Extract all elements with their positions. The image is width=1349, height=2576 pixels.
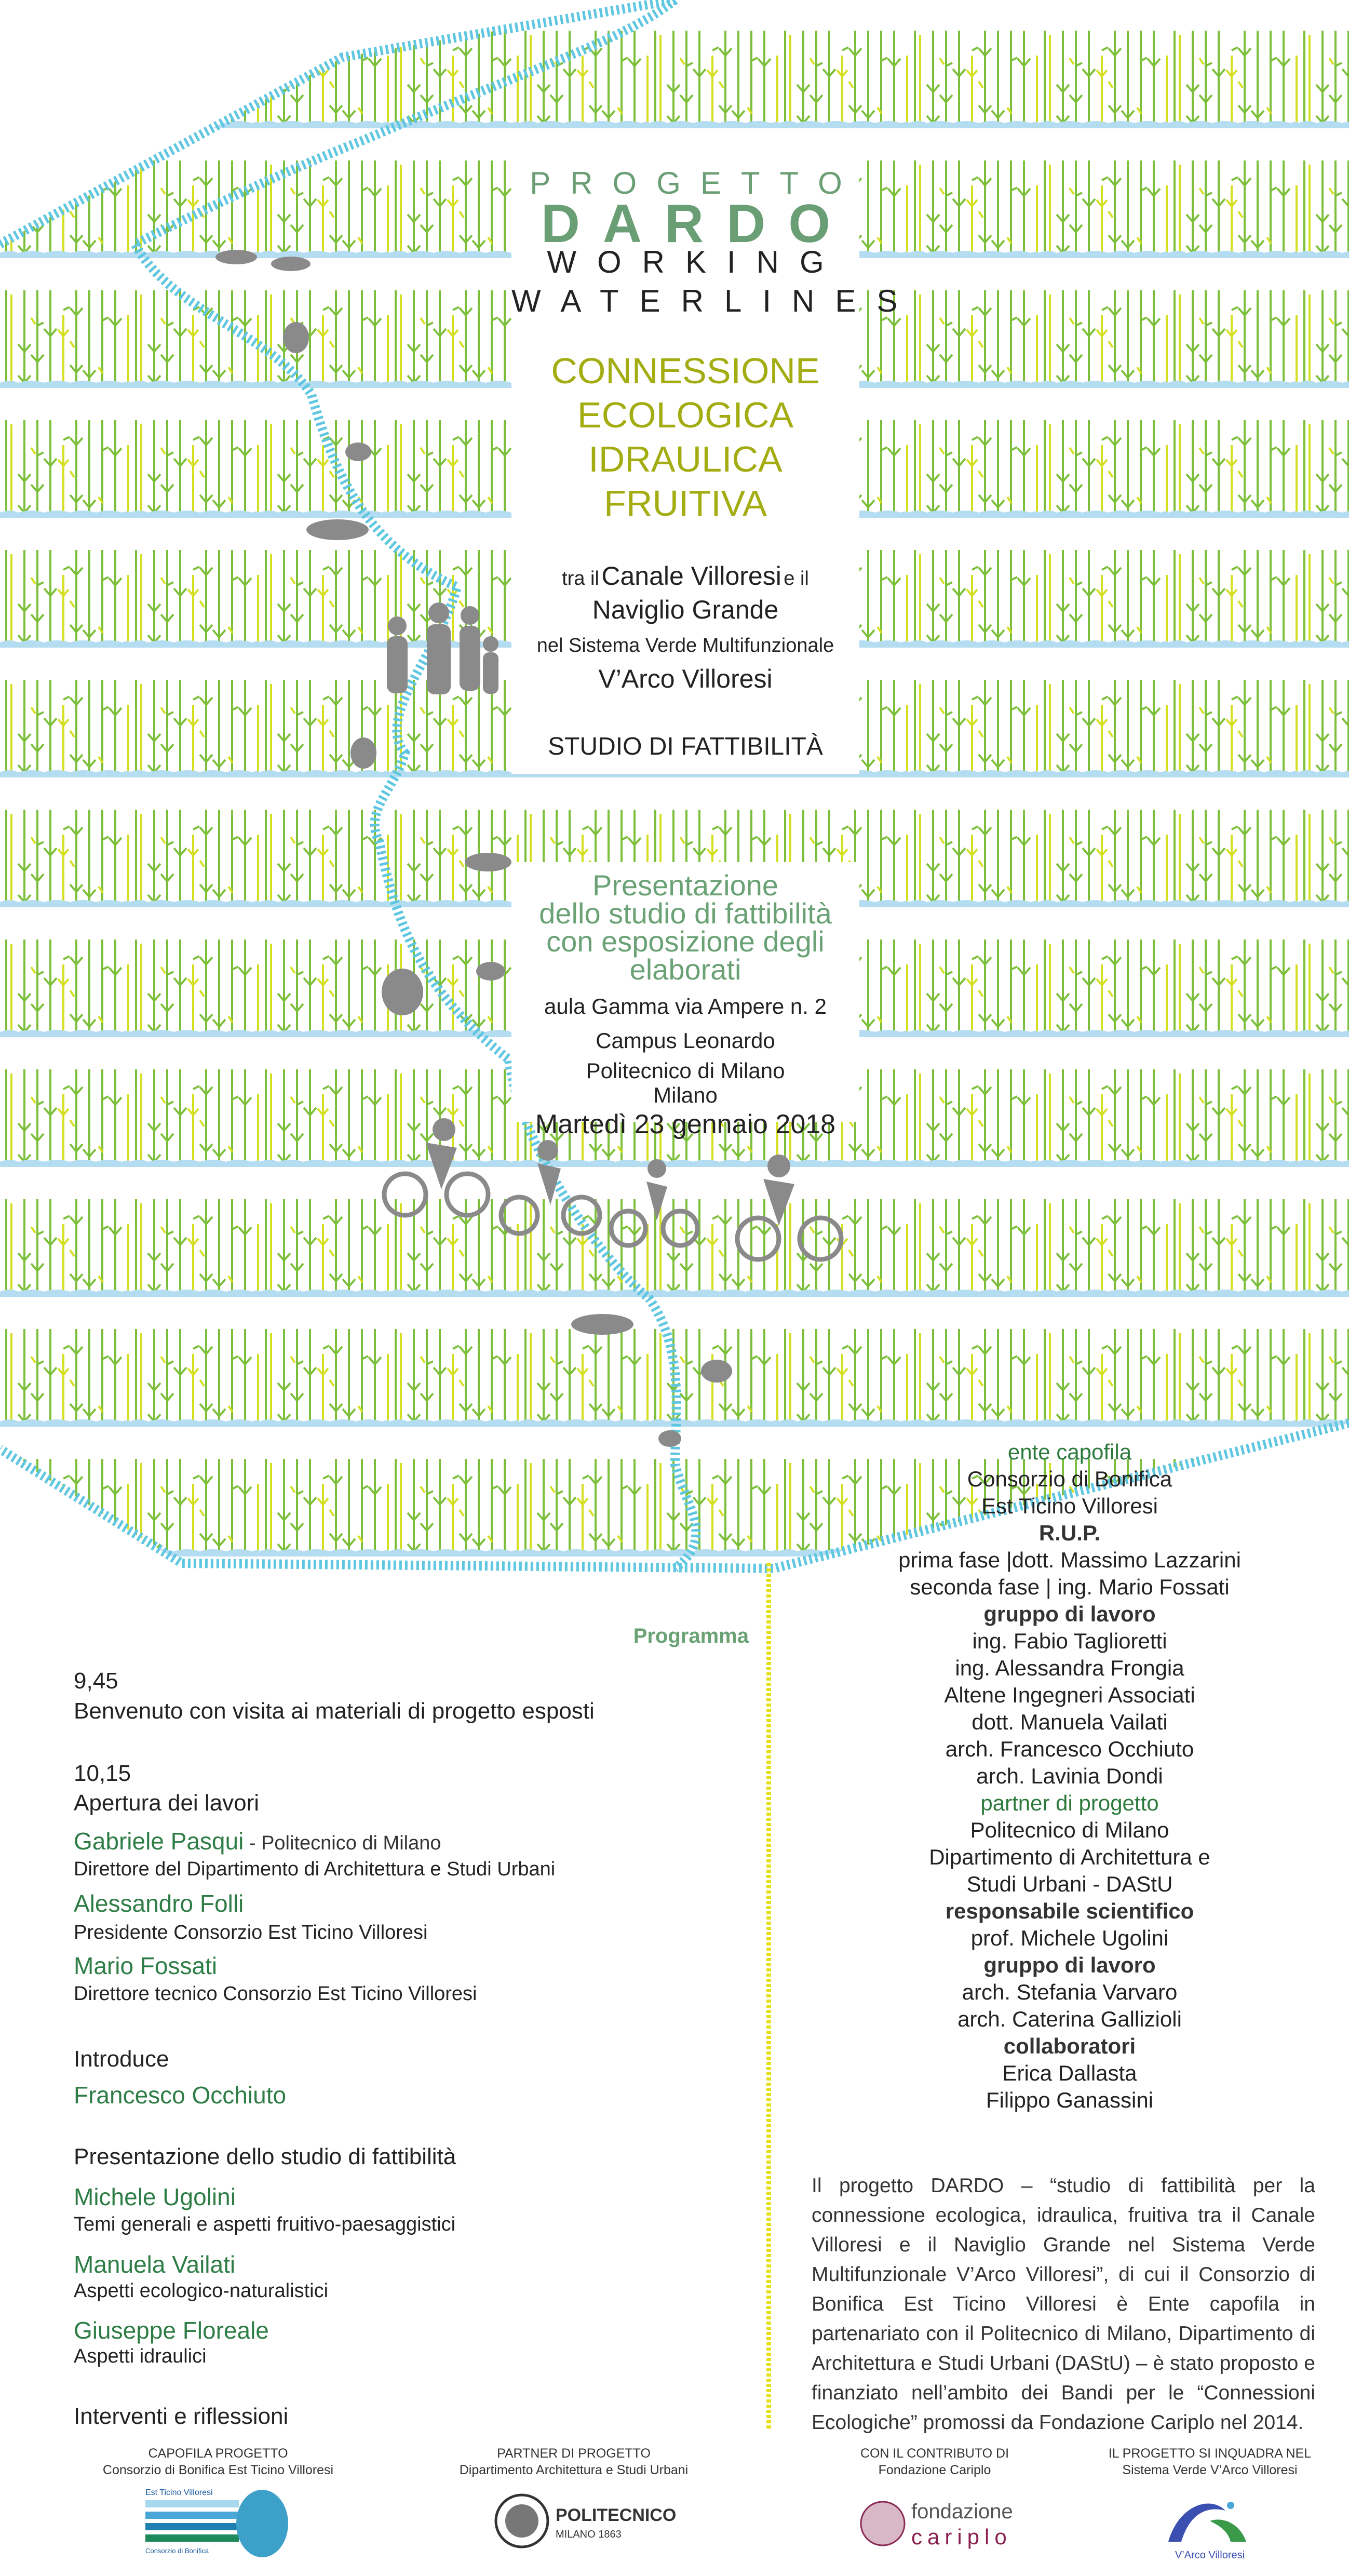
credits-line: Dipartimento di Architettura e xyxy=(929,1845,1210,1869)
fox-icon xyxy=(571,1314,633,1335)
title-dardo: DARDO xyxy=(541,194,854,254)
hare-icon xyxy=(465,853,511,871)
event-title-line: Presentazione xyxy=(592,869,778,902)
event-title-line: con esposizione degli xyxy=(546,925,825,958)
venue-line: aula Gamma via Ampere n. 2 xyxy=(544,994,827,1018)
event-venue xyxy=(511,989,859,1107)
credits-line: prof. Michele Ugolini xyxy=(970,1926,1169,1950)
text-varco: V’Arco Villoresi xyxy=(598,664,773,693)
footer-capofila xyxy=(93,2445,343,2561)
footer-org: Dipartimento Architettura e Studi Urbani xyxy=(459,2463,689,2477)
etv-logo-icon xyxy=(135,2485,301,2557)
credits-line: Studi Urbani - DAStU xyxy=(966,1872,1173,1896)
programme-item: Apertura dei lavori xyxy=(74,1790,260,1816)
svg-text:POLITECNICO: POLITECNICO xyxy=(556,2505,677,2525)
speaker-name xyxy=(74,1827,441,1855)
credits-line: arch. Lavinia Dondi xyxy=(976,1764,1163,1788)
cariplo-logo-icon xyxy=(852,2485,1018,2557)
text-naviglio: Naviglio Grande xyxy=(592,595,779,624)
title-progetto: PROGETTO xyxy=(530,166,862,200)
speaker-name: Giuseppe Floreale xyxy=(74,2317,269,2344)
footer-label: CON IL CONTRIBUTO DI xyxy=(860,2446,1009,2461)
event-date: Martedì 23 gennaio 2018 xyxy=(535,1109,836,1139)
frog-icon xyxy=(350,737,376,769)
talk-topic: Aspetti idraulici xyxy=(74,2345,207,2367)
title-waterlines: WATERLINES xyxy=(511,284,919,318)
varco-villoresi-logo-icon xyxy=(1148,2485,1272,2562)
credits-line: Altene Ingegneri Associati xyxy=(944,1683,1195,1707)
squirrel-icon xyxy=(345,442,371,461)
programme-item: Presentazione dello studio di fattibilità xyxy=(74,2144,456,2169)
svg-text:fondazione: fondazione xyxy=(911,2500,1013,2523)
talk-topic: Temi generali e aspetti fruitivo-paesaggistici xyxy=(74,2213,456,2235)
bird-icon xyxy=(215,250,257,264)
event-title-line: elaborati xyxy=(629,953,741,986)
speaker-name: Mario Fossati xyxy=(74,1952,218,1979)
programme-item: Introduce xyxy=(74,2046,169,2072)
credits-role: responsabile scientifico xyxy=(945,1899,1194,1923)
programme-time: 9,45 xyxy=(74,1668,118,1694)
speaker-role: Direttore tecnico Consorzio Est Ticino Villoresi xyxy=(74,1983,477,2005)
speaker-role: Direttore del Dipartimento di Architettura e Studi Urbani xyxy=(74,1858,556,1880)
text-tra-il: tra il xyxy=(562,568,599,589)
subtitle-line: ECOLOGICA xyxy=(577,395,794,435)
subtitle-line: CONNESSIONE xyxy=(551,351,820,391)
credits-line: prima fase |dott. Massimo Lazzarini xyxy=(898,1548,1241,1572)
bird-icon xyxy=(701,1360,732,1383)
footer-label: PARTNER DI PROGETTO xyxy=(497,2446,651,2461)
programme-heading: Programma xyxy=(633,1625,749,1647)
credits-line: ing. Alessandra Frongia xyxy=(955,1656,1184,1680)
event-title xyxy=(511,871,859,984)
programme-item: Benvenuto con visita ai materiali di progetto esposti xyxy=(74,1698,595,1724)
credits-heading: ente capofila xyxy=(1007,1440,1132,1464)
credits-role: collaboratori xyxy=(1003,2034,1136,2058)
credits-role: gruppo di lavoro xyxy=(983,1602,1156,1626)
dotted-divider xyxy=(766,1563,771,2431)
footer-contributo xyxy=(810,2445,1059,2561)
project-description: Il progetto DARDO – “studio di fattibilità per la connessione ecologica, idraulica, fruitiva tra il Canale Villoresi e il Naviglio Grande nel Sistema Verde Multifunzionale V’Arco Villoresi”, di cui il Consorzio di Bonifica Est Ticino Villoresi è Ente capofila in partenariato con il Politecnico di Milano, Dipartimento di Architettura e Studi Urbani (DAStU) – è stato proposto e finanziato nell’ambito dei Bandi per le “Connessioni Ecologiche” promossi da Fondazione Cariplo nel 2014. xyxy=(812,2175,1315,2434)
programme-item: Interventi e riflessioni xyxy=(74,2404,289,2429)
credits-line: Erica Dallasta xyxy=(1002,2061,1137,2085)
event-title-line: dello studio di fattibilità xyxy=(539,897,832,930)
credits-line: arch. Francesco Occhiuto xyxy=(945,1737,1194,1761)
credits-list xyxy=(810,1439,1329,2114)
svg-text:V’Arco Villoresi: V’Arco Villoresi xyxy=(1175,2550,1245,2561)
subtitle-line: FRUITIVA xyxy=(604,483,767,524)
footer-partner xyxy=(449,2445,698,2561)
plant-icon xyxy=(382,969,423,1015)
speaker-name-text: Gabriele Pasqui xyxy=(74,1828,244,1855)
credits-line: dott. Manuela Vailati xyxy=(972,1710,1168,1734)
speaker-role: Presidente Consorzio Est Ticino Villoresi xyxy=(74,1922,428,1943)
text-sistema: nel Sistema Verde Multifunzionale xyxy=(536,635,834,656)
credits-line: arch. Stefania Varvaro xyxy=(962,1980,1178,2004)
speaker-name: Michele Ugolini xyxy=(74,2183,236,2210)
credits-role: gruppo di lavoro xyxy=(983,1953,1156,1977)
footer-org: Consorzio di Bonifica Est Ticino Villoresi xyxy=(102,2463,334,2477)
footer-org: Fondazione Cariplo xyxy=(878,2463,991,2477)
text-e-il: e il xyxy=(784,568,809,589)
footer-inquadra xyxy=(1090,2445,1329,2567)
speaker-name: Alessandro Folli xyxy=(74,1890,244,1917)
credits-role: R.U.P. xyxy=(1038,1521,1101,1545)
duck-icon xyxy=(658,1430,681,1447)
duck-icon xyxy=(476,962,505,981)
credits-line: Politecnico di Milano xyxy=(970,1818,1169,1842)
fish-icon xyxy=(306,519,369,540)
svg-text:Consorzio di Bonifica: Consorzio di Bonifica xyxy=(145,2547,209,2555)
speaker-name: Manuela Vailati xyxy=(74,2251,236,2278)
credits-line: seconda fase | ing. Mario Fossati xyxy=(910,1575,1230,1599)
venue-line: Politecnico di Milano xyxy=(586,1058,785,1083)
text-canale: Canale Villoresi xyxy=(601,561,781,591)
subtitle-line: IDRAULICA xyxy=(588,439,783,479)
speaker-name: Francesco Occhiuto xyxy=(74,2082,287,2109)
credits-line: arch. Caterina Gallizioli xyxy=(957,2007,1182,2031)
credits-line: Filippo Ganassini xyxy=(986,2088,1154,2112)
credits-heading: partner di progetto xyxy=(980,1791,1159,1815)
talk-topic: Aspetti ecologico-naturalistici xyxy=(74,2280,329,2302)
between-line xyxy=(511,561,859,591)
programme-time: 10,15 xyxy=(74,1761,131,1786)
credits-line: Est Ticino Villoresi xyxy=(981,1494,1158,1518)
text-studio: STUDIO DI FATTIBILITÀ xyxy=(548,733,823,760)
venue-line: Campus Leonardo xyxy=(596,1028,775,1053)
svg-text:MILANO 1863: MILANO 1863 xyxy=(556,2529,622,2540)
subtitle-connessione xyxy=(511,349,859,526)
title-working: WORKING xyxy=(547,245,845,279)
bird-icon xyxy=(271,257,311,271)
speaker-affiliation: - Politecnico di Milano xyxy=(244,1832,441,1854)
politecnico-logo-icon xyxy=(491,2485,677,2557)
svg-text:cariplo: cariplo xyxy=(911,2525,1012,2549)
footer-label: CAPOFILA PROGETTO xyxy=(148,2446,288,2461)
bird-icon xyxy=(283,322,309,353)
footer-label: IL PROGETTO SI INQUADRA NEL xyxy=(1108,2446,1312,2461)
footer-org: Sistema Verde V’Arco Villoresi xyxy=(1122,2463,1298,2477)
venue-line: Milano xyxy=(653,1083,718,1107)
credits-line: Consorzio di Bonifica xyxy=(967,1467,1172,1491)
credits-line: ing. Fabio Taglioretti xyxy=(972,1629,1167,1653)
svg-text:Est Ticino Villoresi: Est Ticino Villoresi xyxy=(145,2488,213,2497)
